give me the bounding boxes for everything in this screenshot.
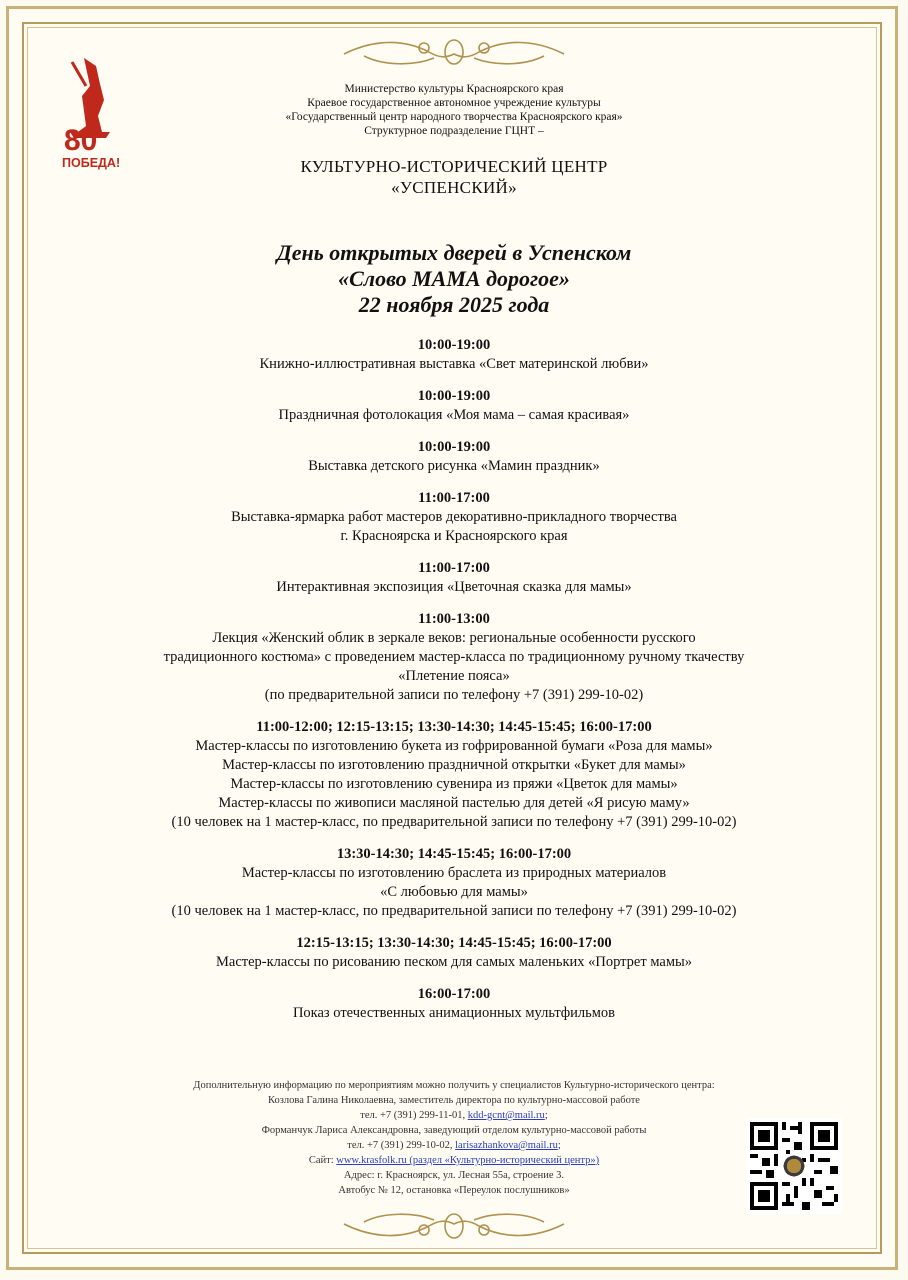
schedule-time: 12:15-13:15; 13:30-14:30; 14:45-15:45; 16:00-17:00: [296, 935, 612, 951]
site-label: Сайт:: [308, 1155, 334, 1166]
logo-word: ПОБЕДА!: [62, 156, 121, 170]
schedule-desc: Праздничная фотолокация «Моя мама – самая красивая»: [278, 407, 630, 423]
schedule-desc: Мастер-классы по изготовлению букета из гофрированной бумаги «Роза для мамы»: [195, 738, 713, 754]
schedule-desc: Мастер-классы по изготовлению праздничной открытки «Букет для мамы»: [222, 757, 686, 773]
schedule-time: 10:00-19:00: [417, 337, 491, 353]
contact-line: тел. +7 (391) 299-10-02, larisazhankova@mail.ru;: [347, 1140, 561, 1151]
schedule-desc: Интерактивная экспозиция «Цветочная сказка для мамы»: [276, 579, 632, 595]
schedule-item: [60, 934, 848, 972]
event-title-line: «Слово МАМА дорогое»: [338, 266, 570, 291]
contact-line: тел. +7 (391) 299-11-01, kdd-gcnt@mail.ru;: [360, 1110, 548, 1121]
top-ornament: [0, 34, 908, 74]
center-name: [0, 156, 908, 198]
contact-person: Форманчук Лариса Александровна, заведующий отделом культурно-массовой работы: [261, 1125, 647, 1136]
logo-number: 80: [64, 124, 98, 157]
schedule-item: [60, 718, 848, 832]
schedule-time: 16:00-17:00: [417, 986, 491, 1002]
schedule-desc: традиционного костюма» с проведением мастер-класса по традиционному ручному ткачеству: [163, 649, 745, 665]
contacts-intro: Дополнительную информацию по мероприятиям можно получить у специалистов Культурно-исторического центра:: [193, 1080, 715, 1091]
schedule-time: 11:00-17:00: [418, 560, 490, 576]
qr-code[interactable]: [746, 1118, 842, 1214]
site-link[interactable]: www.krasfolk.ru (раздел «Культурно-исторический центр»): [336, 1155, 600, 1166]
contact-phone: тел. +7 (391) 299-11-01,: [360, 1110, 466, 1121]
schedule: [60, 336, 848, 1036]
bus-info: Автобус № 12, остановка «Переулок послушников»: [338, 1185, 570, 1196]
qr-code-icon: [746, 1118, 842, 1214]
schedule-item: [60, 845, 848, 921]
email-link[interactable]: kdd-gcnt@mail.ru: [467, 1110, 545, 1121]
ministry-header: [0, 82, 908, 138]
schedule-time: 11:00-13:00: [418, 611, 490, 627]
schedule-desc: «Плетение пояса»: [398, 668, 510, 684]
schedule-time: 10:00-19:00: [417, 439, 491, 455]
schedule-item: [60, 336, 848, 374]
schedule-item: [60, 489, 848, 546]
schedule-desc: Мастер-классы по изготовлению сувенира из пряжи «Цветок для мамы»: [230, 776, 678, 792]
schedule-item: [60, 559, 848, 597]
schedule-item: [60, 438, 848, 476]
schedule-desc: Выставка-ярмарка работ мастеров декоративно-прикладного творчества: [231, 509, 677, 525]
schedule-desc: Лекция «Женский облик в зеркале веков: региональные особенности русского: [212, 630, 696, 646]
schedule-item: [60, 610, 848, 705]
schedule-desc: (по предварительной записи по телефону +7 (391) 299-10-02): [264, 687, 644, 703]
schedule-desc: Мастер-классы по изготовлению браслета из природных материалов: [241, 865, 667, 881]
contacts: [120, 1078, 788, 1198]
schedule-item: [60, 985, 848, 1023]
event-title-line: День открытых дверей в Успенском: [276, 240, 632, 265]
schedule-desc: Книжно-иллюстративная выставка «Свет материнской любви»: [259, 356, 649, 372]
schedule-time: 11:00-12:00; 12:15-13:15; 13:30-14:30; 14:45-15:45; 16:00-17:00: [256, 719, 652, 735]
event-title: [0, 240, 908, 318]
site-line: [120, 1153, 788, 1168]
schedule-item: [60, 387, 848, 425]
schedule-time: 10:00-19:00: [417, 388, 491, 404]
schedule-time: 11:00-17:00: [418, 490, 490, 506]
ministry-line: «Государственный центр народного творчества Красноярского края»: [285, 111, 623, 123]
center-name-line: КУЛЬТУРНО-ИСТОРИЧЕСКИЙ ЦЕНТР: [300, 157, 608, 176]
email-link[interactable]: larisazhankova@mail.ru: [455, 1140, 558, 1151]
ministry-line: Структурное подразделение ГЦНТ –: [364, 125, 544, 137]
schedule-desc: (10 человек на 1 мастер-класс, по предварительной записи по телефону +7 (391) 299-10-02): [171, 903, 737, 919]
ministry-line: Краевое государственное автономное учреждение культуры: [307, 97, 601, 109]
address: Адрес: г. Красноярск, ул. Лесная 55а, строение 3.: [343, 1170, 565, 1181]
flourish-icon: [334, 1204, 574, 1244]
contact-person: Козлова Галина Николаевна, заместитель директора по культурно-массовой работе: [268, 1095, 640, 1106]
center-name-line: «УСПЕНСКИЙ»: [391, 178, 517, 197]
event-title-line: 22 ноября 2025 года: [358, 292, 550, 317]
schedule-desc: «С любовью для мамы»: [380, 884, 528, 900]
contact-phone: тел. +7 (391) 299-10-02,: [347, 1140, 453, 1151]
ministry-line: Министерство культуры Красноярского края: [344, 83, 564, 95]
schedule-desc: г. Красноярска и Красноярского края: [340, 528, 568, 544]
schedule-desc: (10 человек на 1 мастер-класс, по предварительной записи по телефону +7 (391) 299-10-02): [171, 814, 737, 830]
schedule-desc: Мастер-классы по рисованию песком для самых маленьких «Портрет мамы»: [215, 954, 693, 970]
schedule-desc: Показ отечественных анимационных мультфильмов: [292, 1005, 616, 1021]
schedule-desc: Мастер-классы по живописи масляной пастелью для детей «Я рисую маму»: [218, 795, 690, 811]
flourish-icon: [334, 34, 574, 74]
schedule-desc: Выставка детского рисунка «Мамин праздник»: [308, 458, 600, 474]
schedule-time: 13:30-14:30; 14:45-15:45; 16:00-17:00: [336, 846, 572, 862]
